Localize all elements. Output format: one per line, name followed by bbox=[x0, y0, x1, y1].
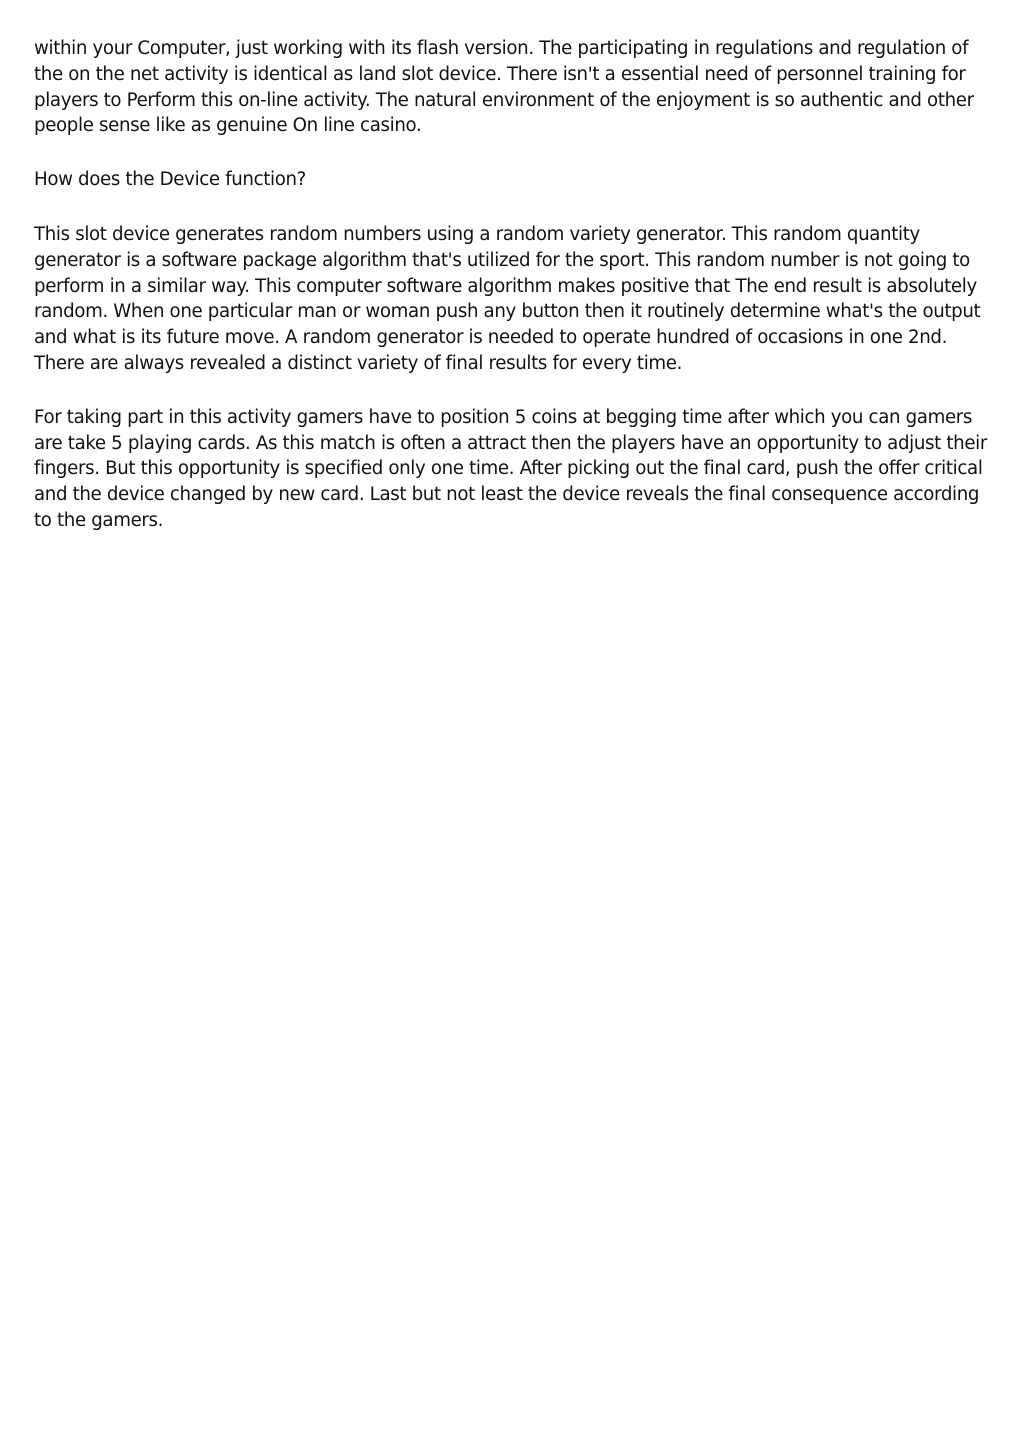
paragraph-gameplay: For taking part in this activity gamers have to position 5 coins at begging time after which you can gamers are take 5 playing cards. As this match is often a attract then the players have an opportunity to adjust their fingers. But this opportunity is specified only one time. After picking out the final card, push the offer critical and the device changed by new card. Last but not least the device reveals the final consequence according to the gamers. bbox=[34, 406, 987, 531]
paragraph-rng: This slot device generates random numbers using a random variety generator. This random quantity generator is a software package algorithm that's utilized for the sport. This random number is not going to perform in a similar way. This computer software algorithm makes positive that The end result is absolutely random. When one particular man or woman push any button then it routinely determine what's the output and what is its future move. A random generator is needed to operate hundred of occasions in one 2nd. There are always revealed a distinct variety of final results for every time. bbox=[34, 223, 981, 374]
section-heading: How does the Device function? bbox=[34, 169, 306, 191]
paragraph-intro: within your Computer, just working with its flash version. The participating in regulations and regulation of the on the net activity is identical as land slot device. There isn't a essential need of personnel training for players to Perform this on-line activity. The natural environment of the enjoyment is so authentic and other people sense like as genuine On line casino. bbox=[34, 38, 974, 137]
document-body bbox=[34, 36, 994, 562]
